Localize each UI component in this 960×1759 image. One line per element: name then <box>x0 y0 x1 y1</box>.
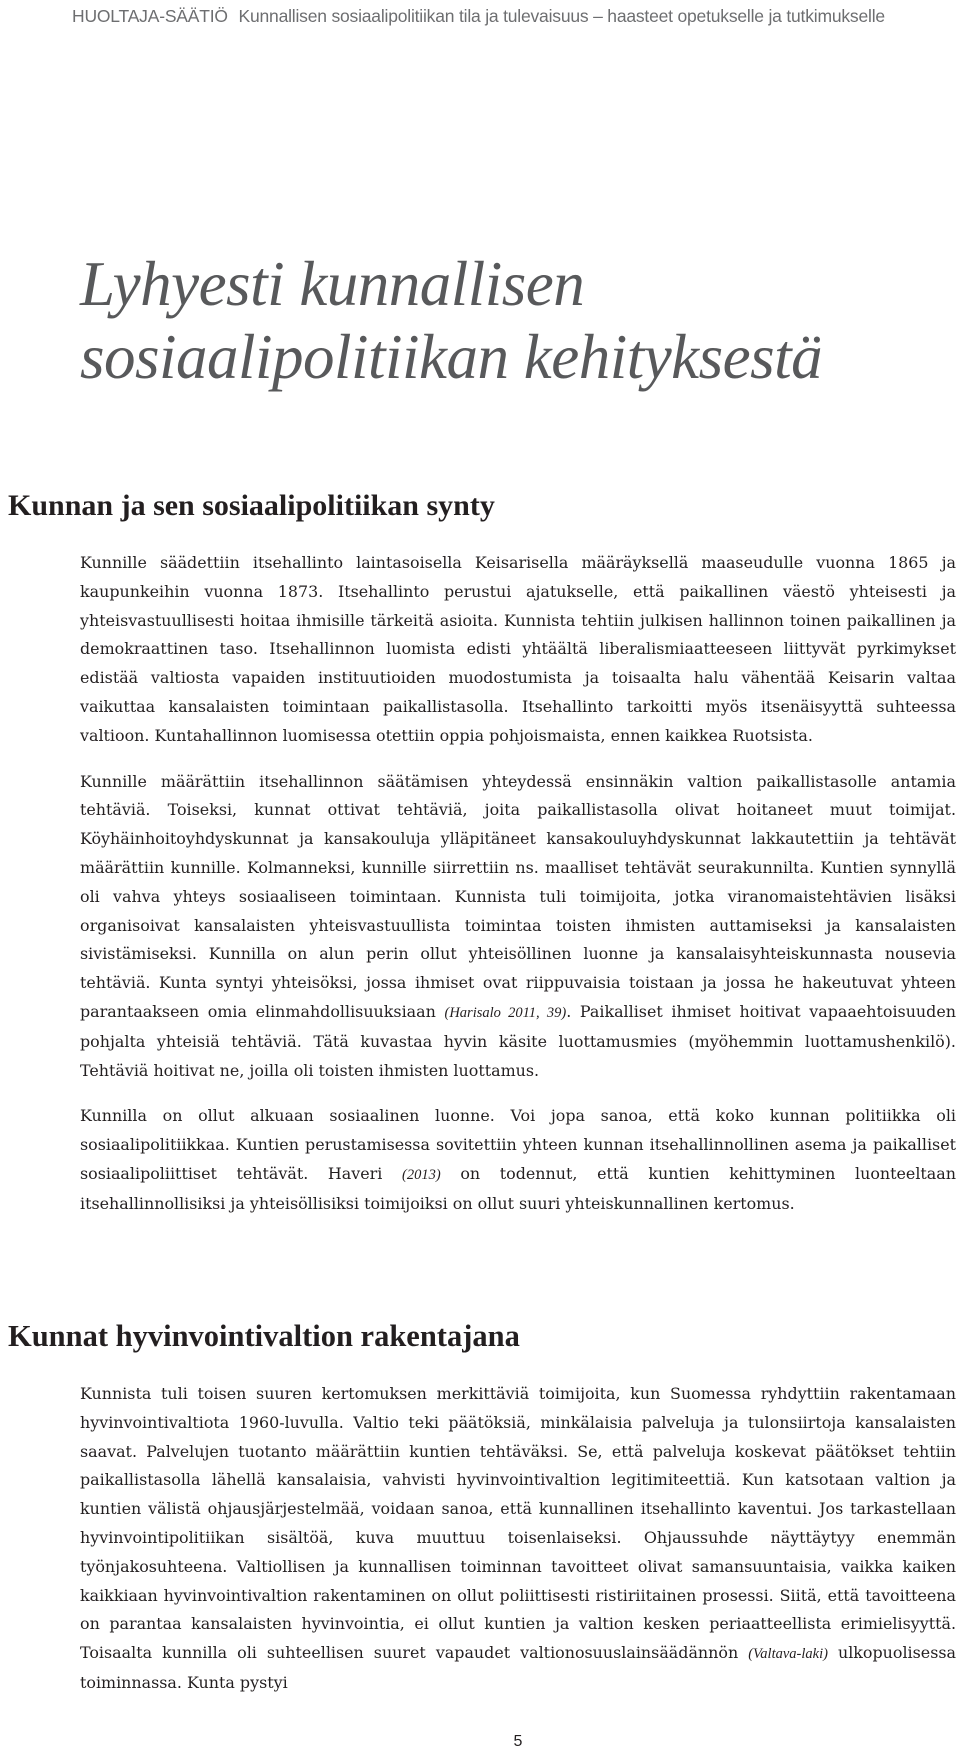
running-header <box>72 6 885 27</box>
header-subtitle: Kunnallisen sosiaalipolitiikan tila ja tulevaisuus – haasteet opetukselle ja tutkimukselle <box>238 6 885 26</box>
paragraph <box>80 1380 956 1698</box>
citation: (Valtava-laki) <box>748 1646 828 1663</box>
paragraph-text: . Paikalliset ihmiset hoitivat vapaaehtoisuuden pohjalta yhteisiä tehtäviä. Tätä kuvastaa hyvin käsite luottamusmies (myöhemmin luottamushenkilö). Tehtäviä hoitivat ne, joilla oli toisten ihmisten luottamus. <box>80 1001 956 1080</box>
section-heading-rakentajana: Kunnat hyvinvointivaltion rakentajana <box>8 1319 520 1353</box>
page-title-line-1: Lyhyesti kunnallisen <box>80 249 585 319</box>
paragraph-text: ulkopuolisessa toiminnassa. Kunta pystyi <box>80 1643 956 1692</box>
paragraph <box>80 768 956 1086</box>
page-title <box>80 248 822 394</box>
section-synty-body <box>80 549 956 1236</box>
citation: (2013) <box>401 1166 441 1183</box>
paragraph-text: Kunnilla on ollut alkuaan sosiaalinen luonne. Voi jopa sanoa, että koko kunnan politiikka oli sosiaalipolitiikkaa. Kuntien perustamisessa sovitettiin yhteen kunnan itsehallinnollinen asema ja paikalliset sosiaalipoliittiset tehtävät. Haveri <box>80 1106 956 1183</box>
section-rakentajana-body <box>80 1380 956 1715</box>
paragraph-text: Kunnille määrättiin itsehallinnon säätämisen yhteydessä ensinnäkin valtion paikallistasolle antamia tehtäviä. Toiseksi, kunnat ottivat tehtäviä, joita paikallistasolla olivat hoitaneet muut toimijat. Köyhäinhoitoyhdyskunnat ja kansakouluja ylläpitäneet kansakouluyhdyskunnat lakkautettiin ja tehtävät määrättiin kunnille. Kolmanneksi, kunnille siirrettiin ns. maalliset tehtävät seurakunnilta. Kuntien synnyllä oli vahva yhteys sosiaaliseen toimintaan. Kunnista tuli toimijoita, jotka viranomaistehtävien lisäksi organisoivat kansalaisten yhteisvastuullista toimintaa toisten ihmisten auttamiseksi ja kansalaisten sivistämiseksi. Kunnilla on alun perin ollut yhteisöllinen luonne ja kansalaisyhteiskunnasta nousevia tehtäviä. Kunta syntyi yhteisöksi, jossa ihmiset ovat riippuvaisia toistaan ja jossa he hakeutuvat yhteen parantaakseen omia elinmahdollisuuksiaan <box>80 771 956 1021</box>
paragraph-text: Kunnista tuli toisen suuren kertomuksen merkittäviä toimijoita, kun Suomessa ryhdyttiin rakentamaan hyvinvointivaltiota 1960-luvulla. Valtio teki päätöksiä, minkälaisia palveluja ja tulonsiirtoja kansalaisten saavat. Palvelujen tuotanto määrättiin kuntien tehtäväksi. Se, että palveluja koskevat päätökset tehtiin paikallistasolla lähellä kansalaisia, vahvisti hyvinvointivaltion legitimiteettiä. Kun katsotaan valtion ja kuntien välistä ohjausjärjestelmää, voidaan sanoa, että kunnallinen itsehallinto kaventui. Jos tarkastellaan hyvinvointipolitiikan sisältöä, kuva muuttuu toisenlaiseksi. Ohjaussuhde näyttäytyy enemmän työnjakosuhteena. Valtiollisen ja kunnallisen toiminnan tavoitteet olivat samansuuntaisia, vaikka kaiken kaikkiaan hyvinvointivaltion rakentaminen on ollut poliittisesti ristiriitainen prosessi. Siitä, että tavoitteena on parantaa kansalaisten hyvinvointia, ei ollut kuntien ja valtion kesken periaatteellista erimielisyyttä. Toisaalta kunnilla oli suhteellisen suuret vapaudet valtionosuuslainsäädännön <box>80 1384 956 1663</box>
paragraph <box>80 1102 956 1218</box>
citation: (Harisalo 2011, 39) <box>444 1004 567 1021</box>
header-brand: HUOLTAJA-SÄÄTIÖ <box>72 6 228 26</box>
section-heading-synty: Kunnan ja sen sosiaalipolitiikan synty <box>8 489 495 522</box>
page-number: 5 <box>513 1733 523 1750</box>
paragraph <box>80 549 956 751</box>
paragraph-text: on todennut, että kuntien kehittyminen luonteeltaan itsehallinnollisiksi ja yhteisöllisiksi toimijoiksi on ollut suuri yhteiskunnallinen kertomus. <box>80 1163 956 1213</box>
paragraph-text: Kunnille säädettiin itsehallinto laintasoisella Keisarisella määräyksellä maaseudulle vuonna 1865 ja kaupunkeihin vuonna 1873. Itsehallinto perustui ajatukselle, että paikallinen väestö yhteisesti ja yhteisvastuullisesti hoitaa ihmisille tärkeitä asioita. Kunnista tehtiin julkisen hallinnon toinen paikallinen ja demokraattinen taso. Itsehallinnon luomista edisti yhtäältä liberalismiaatteeseen liittyvät pyrkimykset edistää valtiosta vapaiden instituutioiden muodostumista ja toisaalta halu vähentää Keisarin valtaa vaikuttaa kansalaisten toimintaan paikallistasolla. Itsehallinto tarkoitti myös itsenäisyyttä suhteessa valtioon. Kuntahallinnon luomisessa otettiin oppia pohjoismaista, ennen kaikkea Ruotsista. <box>80 553 956 745</box>
page-title-line-2: sosiaalipolitiikan kehityksestä <box>80 322 823 392</box>
